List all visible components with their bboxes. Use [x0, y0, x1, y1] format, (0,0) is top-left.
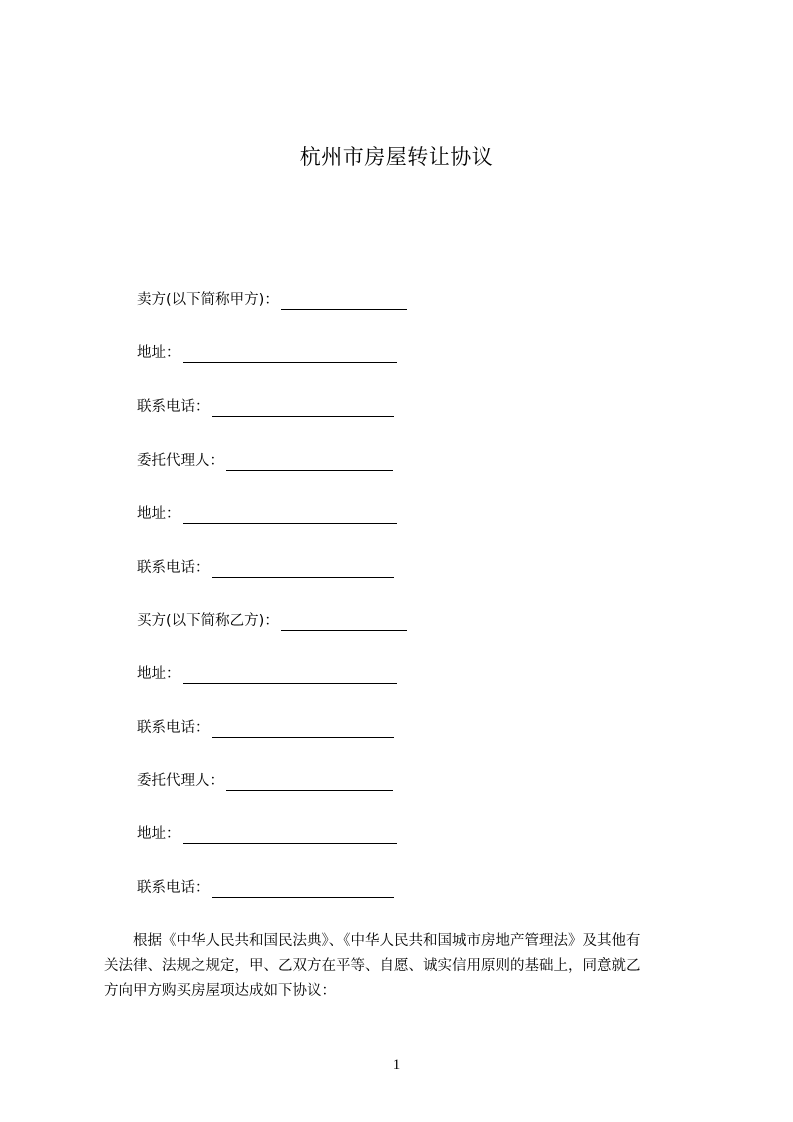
- seller-address-label: 地址：: [137, 345, 181, 361]
- seller-phone-field: [137, 395, 394, 419]
- buyer-agent-address-label: 地址：: [137, 826, 181, 842]
- seller-agent-phone-field: [137, 556, 394, 580]
- buyer-address-blank-line: [183, 665, 397, 684]
- seller-field: [137, 288, 407, 312]
- agreement-preamble: [104, 929, 704, 1004]
- seller-agent-blank-line: [226, 452, 393, 471]
- buyer-label: 买方(以下简称乙方)：: [137, 613, 279, 629]
- seller-address-blank-line: [183, 344, 397, 363]
- seller-agent-phone-label: 联系电话：: [137, 560, 210, 576]
- preamble-line: 根据《中华人民共和国民法典》、《中华人民共和国城市房地产管理法》及其他有: [104, 933, 641, 949]
- buyer-agent-field: [137, 769, 393, 793]
- seller-address-field: [137, 341, 397, 365]
- seller-agent-phone-blank-line: [212, 559, 394, 578]
- seller-agent-label: 委托代理人：: [137, 453, 224, 469]
- buyer-phone-field: [137, 716, 394, 740]
- buyer-agent-label: 委托代理人：: [137, 773, 224, 789]
- buyer-address-label: 地址：: [137, 666, 181, 682]
- seller-phone-blank-line: [212, 398, 394, 417]
- seller-agent-address-blank-line: [183, 505, 397, 524]
- buyer-agent-address-blank-line: [183, 825, 397, 844]
- buyer-address-field: [137, 662, 397, 686]
- document-title: 杭州市房屋转让协议: [299, 145, 494, 169]
- seller-blank-line: [281, 291, 407, 310]
- buyer-agent-blank-line: [226, 772, 393, 791]
- buyer-agent-phone-label: 联系电话：: [137, 880, 210, 896]
- preamble-line: 关法律、法规之规定，甲、乙双方在平等、自愿、诚实信用原则的基础上，同意就乙: [104, 958, 641, 974]
- page-number: 1: [392, 1057, 401, 1073]
- buyer-phone-label: 联系电话：: [137, 720, 210, 736]
- buyer-agent-phone-field: [137, 876, 394, 900]
- buyer-blank-line: [281, 612, 407, 631]
- seller-phone-label: 联系电话：: [137, 399, 210, 415]
- seller-agent-address-field: [137, 502, 397, 526]
- buyer-agent-address-field: [137, 822, 397, 846]
- buyer-agent-phone-blank-line: [212, 879, 394, 898]
- buyer-field: [137, 609, 407, 633]
- buyer-phone-blank-line: [212, 719, 394, 738]
- seller-agent-field: [137, 449, 393, 473]
- seller-agent-address-label: 地址：: [137, 506, 181, 522]
- preamble-line: 方向甲方购买房屋项达成如下协议：: [104, 983, 336, 999]
- seller-label: 卖方(以下简称甲方)：: [137, 292, 279, 308]
